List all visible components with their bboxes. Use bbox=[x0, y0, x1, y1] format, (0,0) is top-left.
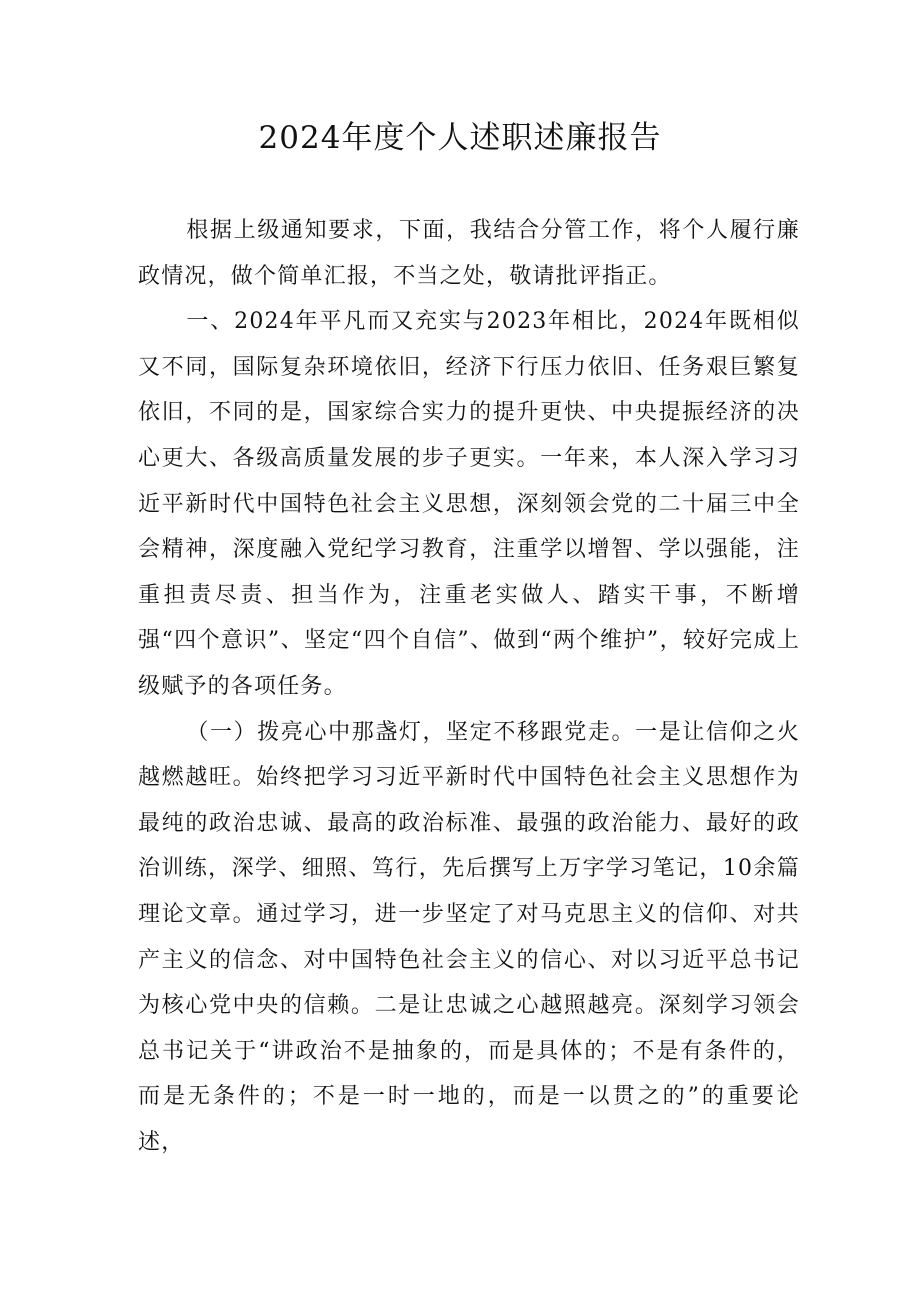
paragraph-subsection-one: （一）拨亮心中那盏灯，坚定不移跟党走。一是让信仰之火越燃越旺。始终把学习习近平新时代中国特色社会主义思想作为最纯的政治忠诚、最高的政治标准、最强的政治能力、最好的政治训练，深学、细照、笃行，先后撰写上万字学习笔记，10余篇理论文章。通过学习，进一步坚定了对马克思主义的信仰、对共产主义的信念、对中国特色社会主义的信心、对以习近平总书记为核心党中央的信赖。二是让忠诚之心越照越亮。深刻学习领会总书记关于“讲政治不是抽象的，而是具体的；不是有条件的，而是无条件的；不是一时一地的，而是一以贯之的”的重要论述， bbox=[138, 719, 800, 1155]
document-body bbox=[138, 208, 800, 1165]
document-title: 2024年度个人述职述廉报告 bbox=[258, 120, 662, 156]
paragraph-section-one: 一、2024年平凡而又充实与2023年相比，2024年既相似又不同，国际复杂环境依旧，经济下行压力依旧、任务艰巨繁复依旧，不同的是，国家综合实力的提升更快、中央提振经济的决心更大、各级高质量发展的步子更实。一年来，本人深入学习习近平新时代中国特色社会主义思想，深刻领会党的二十届三中全会精神，深度融入党纪学习教育，注重学以增智、学以强能，注重担责尽责、担当作为，注重老实做人、踏实干事，不断增强“四个意识”、坚定“四个自信”、做到“两个维护”，较好完成上级赋予的各项任务。 bbox=[138, 309, 800, 699]
paragraph-intro: 根据上级通知要求，下面，我结合分管工作，将个人履行廉政情况，做个简单汇报，不当之处，敬请批评指正。 bbox=[138, 218, 800, 289]
